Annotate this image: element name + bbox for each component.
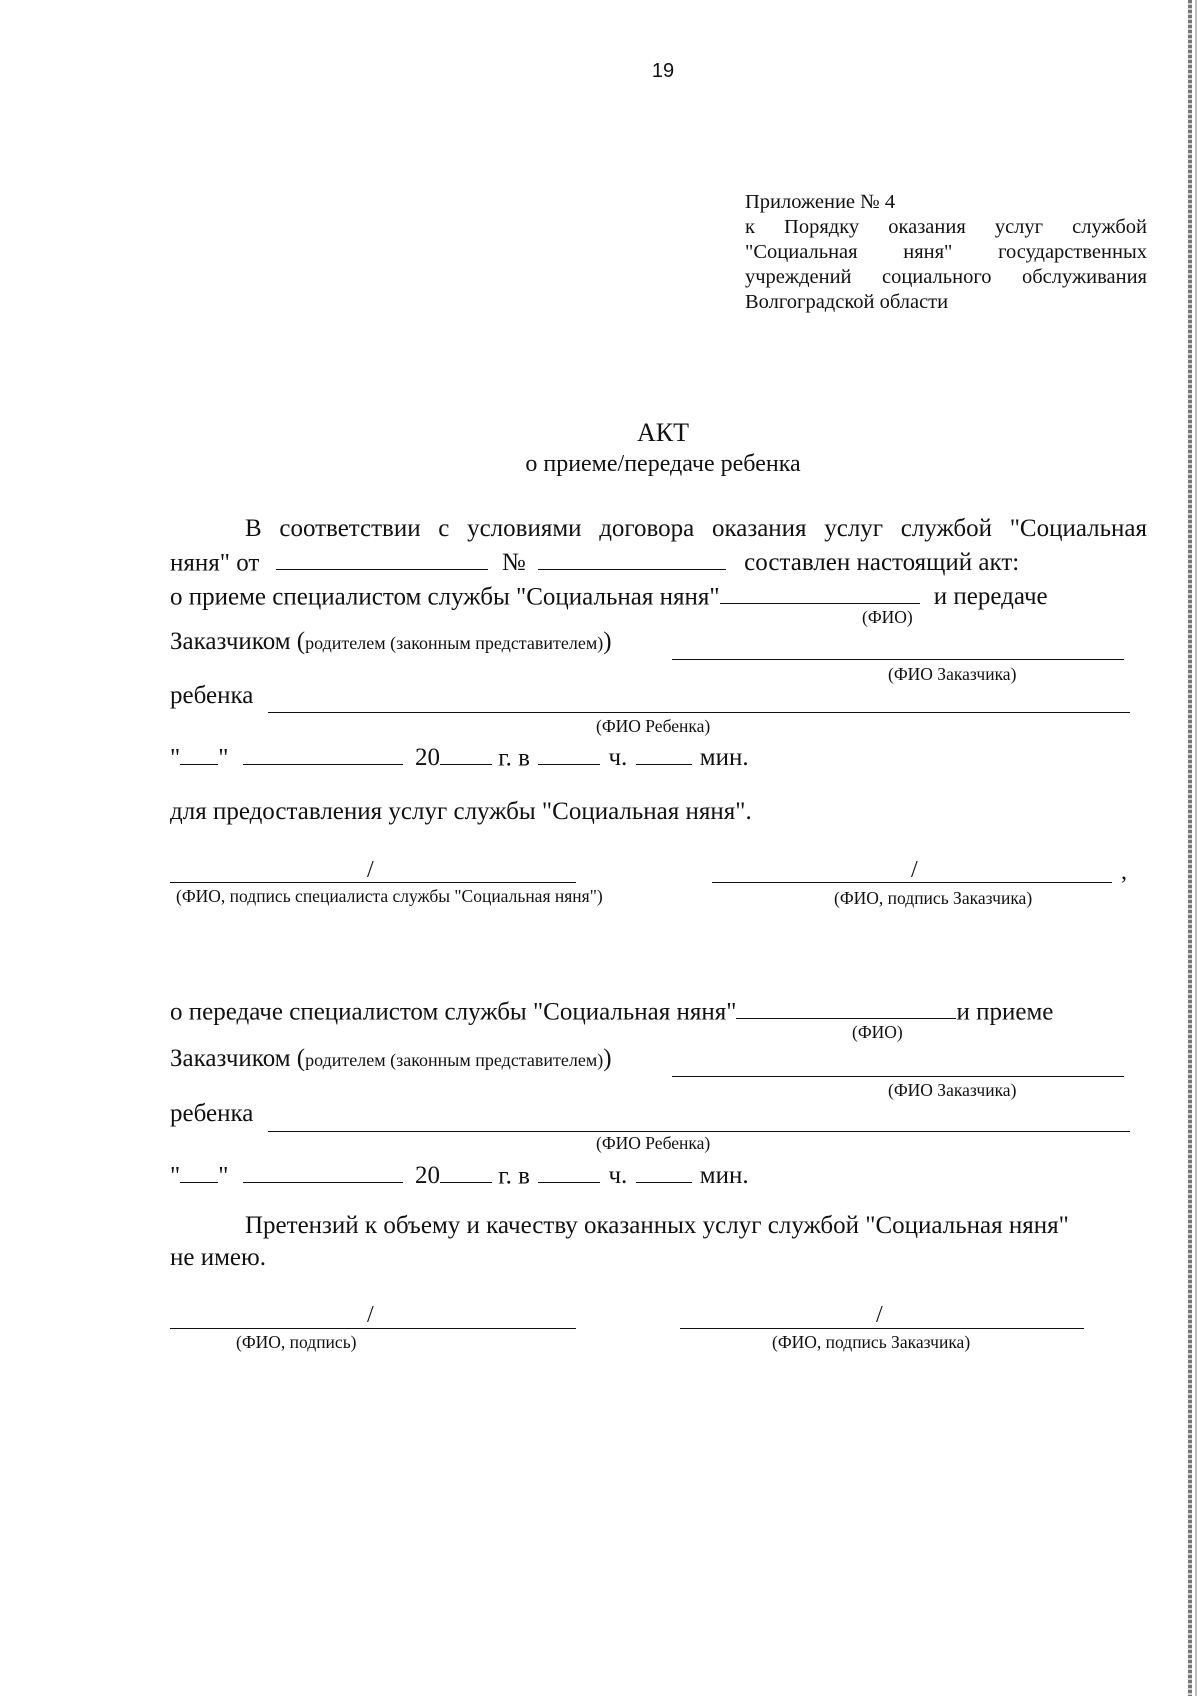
reception-year-field[interactable] — [440, 738, 492, 765]
handover-customer-label: Заказчиком ( — [170, 1045, 306, 1072]
contract-number-field[interactable] — [538, 543, 726, 570]
handover-day-field[interactable] — [180, 1156, 218, 1183]
reception-fio-caption: (ФИО) — [862, 607, 913, 627]
handover-customer-caption: (ФИО Заказчика) — [888, 1080, 1017, 1100]
reception-date-quote-open: " — [170, 744, 181, 772]
final-specialist-signature-caption: (ФИО, подпись) — [236, 1332, 357, 1352]
appendix-line-2: к Порядку оказания услуг службой — [745, 216, 1147, 238]
final-customer-signature-slash: / — [876, 1302, 883, 1328]
handover-date-quote-open: " — [170, 1162, 181, 1190]
reception-child-label: ребенка — [170, 682, 254, 709]
intro-line-2 — [170, 543, 1019, 577]
reception-line — [170, 577, 1048, 611]
reception-customer-label: Заказчиком ( — [170, 628, 306, 655]
appendix-header — [745, 190, 1147, 315]
reception-date-line — [170, 738, 749, 772]
reception-specialist-signature-caption: (ФИО, подпись специалиста службы "Социальная няня") — [176, 886, 603, 906]
reception-child-caption: (ФИО Ребенка) — [596, 716, 711, 736]
appendix-line-4: учреждений социального обслуживания — [745, 266, 1147, 288]
handover-customer-field[interactable] — [672, 1076, 1124, 1077]
reception-child-field[interactable] — [268, 712, 1130, 713]
handover-customer-line — [170, 1045, 612, 1073]
appendix-line-3: "Социальная няня" государственных — [745, 241, 1147, 263]
handover-minutes-label: мин. — [699, 1162, 749, 1190]
reception-customer-line — [170, 628, 612, 656]
reception-customer-paren-close: ) — [603, 628, 612, 655]
handover-hours-label: ч. — [608, 1162, 628, 1190]
handover-at: г. в — [498, 1162, 530, 1190]
claims-line-2: не имею. — [170, 1244, 266, 1271]
handover-child-label: ребенка — [170, 1100, 254, 1127]
reception-hours-label: ч. — [608, 744, 628, 772]
scan-edge-artifact-2 — [1195, 0, 1197, 1696]
handover-year-prefix: 20 — [414, 1162, 440, 1190]
reception-signature-comma: , — [1121, 859, 1127, 885]
intro-contract-from: няня" от — [170, 549, 260, 577]
reception-customer-signature-caption: (ФИО, подпись Заказчика) — [834, 888, 1033, 908]
handover-customer-parent: родителем (законным представителем) — [305, 1050, 604, 1070]
handover-line — [170, 992, 1053, 1026]
reception-minutes-label: мин. — [699, 744, 749, 772]
final-specialist-signature-slash: / — [367, 1302, 374, 1328]
page-number: 19 — [651, 60, 675, 82]
scan-edge-artifact — [1188, 0, 1192, 1696]
reception-purpose: для предоставления услуг службы "Социальная няня". — [170, 798, 752, 825]
reception-customer-caption: (ФИО Заказчика) — [888, 664, 1017, 684]
handover-specialist-field[interactable] — [736, 992, 956, 1019]
handover-fio-caption: (ФИО) — [852, 1022, 903, 1042]
reception-specialist-field[interactable] — [720, 577, 920, 604]
appendix-line-1: Приложение № 4 — [745, 191, 896, 213]
handover-specialist-label: о передаче специалистом службы "Социальная няня" — [170, 998, 737, 1026]
reception-day-field[interactable] — [180, 738, 218, 765]
reception-transfer-label: и передаче — [933, 583, 1048, 611]
reception-specialist-label: о приеме специалистом службы "Социальная няня" — [170, 583, 720, 611]
reception-month-field[interactable] — [243, 738, 403, 765]
handover-date-line — [170, 1156, 749, 1190]
intro-number-sign: № — [501, 549, 526, 577]
act-title: АКТ — [637, 418, 689, 447]
handover-customer-paren-close: ) — [603, 1045, 612, 1072]
final-customer-signature-caption: (ФИО, подпись Заказчика) — [772, 1332, 971, 1352]
handover-hours-field[interactable] — [538, 1156, 600, 1183]
handover-child-caption: (ФИО Ребенка) — [596, 1133, 711, 1153]
reception-hours-field[interactable] — [538, 738, 600, 765]
reception-customer-parent: родителем (законным представителем) — [305, 633, 604, 653]
handover-year-field[interactable] — [440, 1156, 492, 1183]
handover-minutes-field[interactable] — [636, 1156, 692, 1183]
appendix-line-5: Волгоградской области — [745, 291, 949, 313]
intro-composed: составлен настоящий акт: — [744, 549, 1020, 577]
handover-child-field[interactable] — [268, 1131, 1130, 1132]
reception-minutes-field[interactable] — [636, 738, 692, 765]
reception-year-prefix: 20 — [414, 744, 440, 772]
reception-at: г. в — [498, 744, 530, 772]
reception-specialist-signature-slash: / — [367, 857, 374, 883]
handover-date-quote-close: " — [218, 1162, 229, 1190]
reception-date-quote-close: " — [218, 744, 229, 772]
handover-month-field[interactable] — [243, 1156, 403, 1183]
reception-customer-field[interactable] — [672, 659, 1124, 660]
claims-line-1: Претензий к объему и качеству оказанных услуг службой "Социальная няня" — [245, 1212, 1069, 1239]
act-subtitle: о приеме/передаче ребенка — [525, 451, 801, 477]
handover-reception-label: и приеме — [956, 998, 1054, 1026]
intro-line-1: В соответствии с условиями договора оказания услуг службой "Социальная — [245, 515, 1147, 542]
reception-customer-signature-slash: / — [911, 857, 918, 883]
contract-date-field[interactable] — [276, 543, 488, 570]
